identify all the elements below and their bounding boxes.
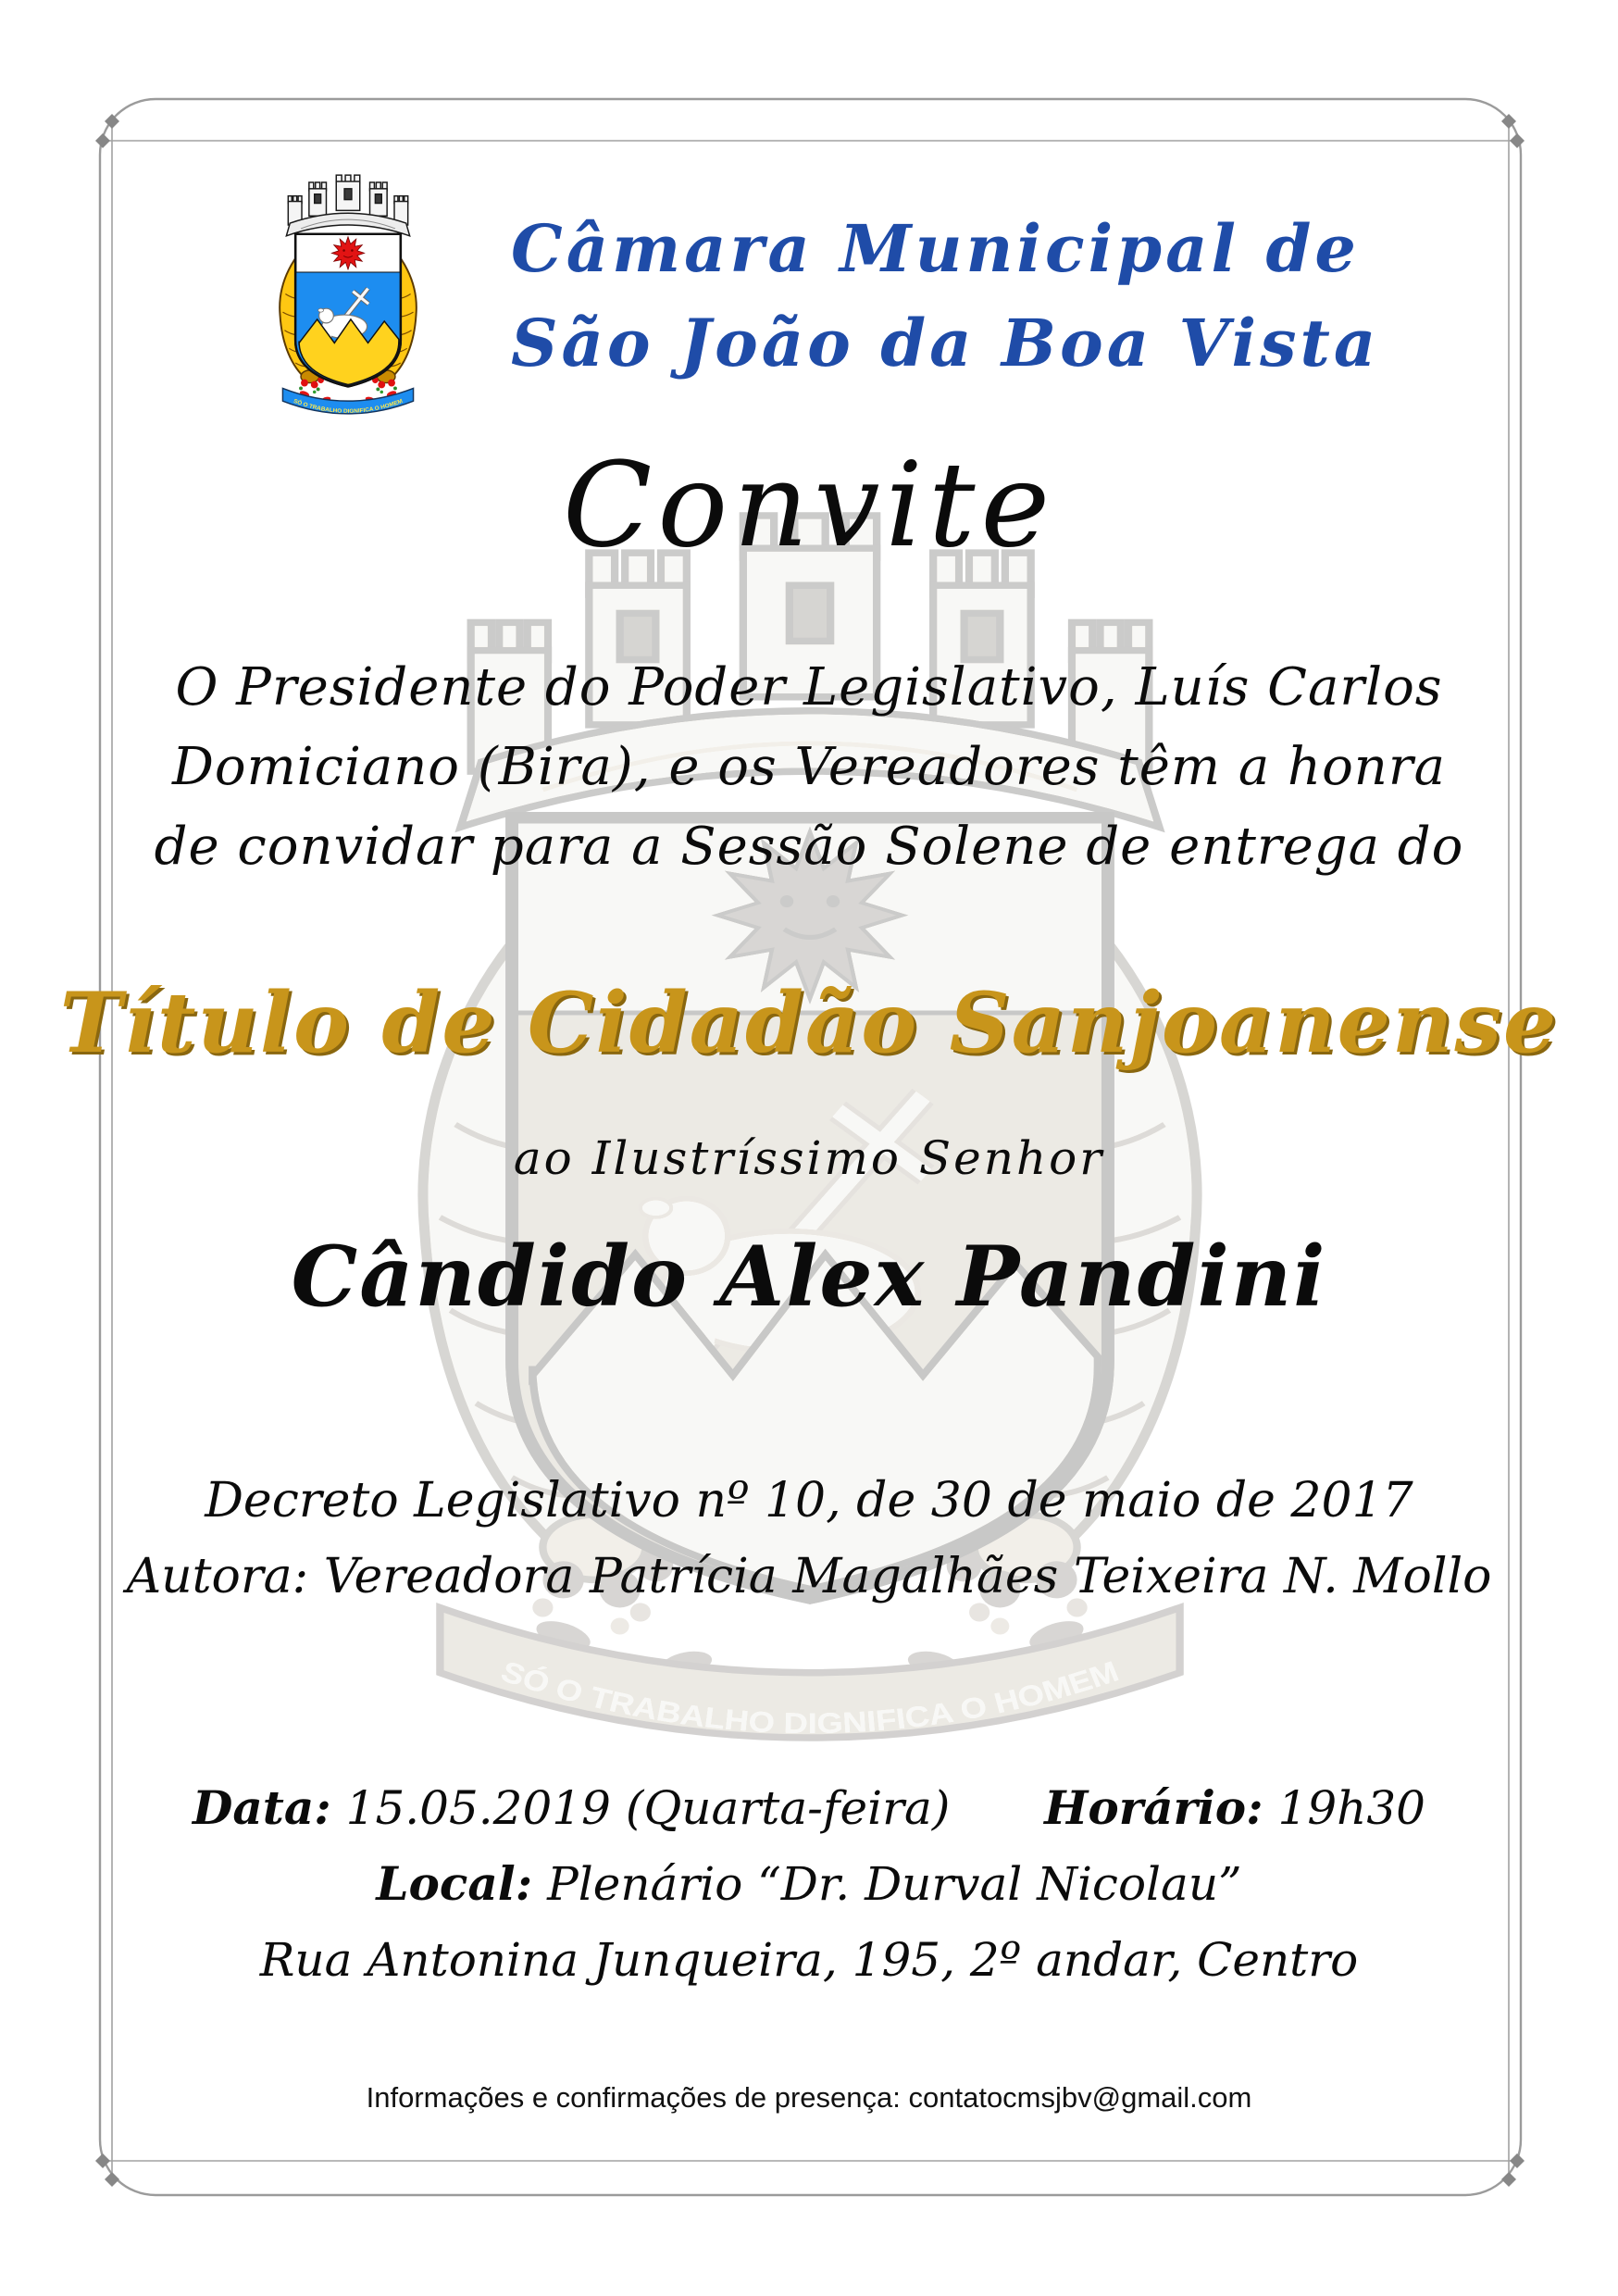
org-name-line1: Câmara Municipal de — [511, 210, 1360, 287]
org-name — [511, 202, 1400, 391]
corner-diamond — [105, 2172, 119, 2187]
event-address-line: Rua Antonina Junqueira, 195, 2º andar, Centro — [259, 1933, 1359, 1987]
event-date-value: 15.05.2019 (Quarta-feira) — [345, 1781, 951, 1835]
corner-diamond — [105, 114, 119, 129]
event-date-label: Data: — [193, 1780, 331, 1835]
decree-info — [0, 1463, 1618, 1615]
decree-line: Autora: Vereadora Patrícia Magalhães Teixeira N. Mollo — [126, 1549, 1492, 1604]
invitation-body — [0, 648, 1618, 887]
corner-diamond — [95, 133, 110, 148]
event-details — [0, 1770, 1618, 1998]
event-time-value: 19h30 — [1277, 1781, 1425, 1835]
event-location-value: Plenário “Dr. Durval Nicolau” — [547, 1857, 1242, 1911]
invitation-body-line: de convidar para a Sessão Solene de entrega do — [154, 817, 1464, 877]
event-date-time-line — [0, 1770, 1618, 1846]
invitation-body-line: Domiciano (Bira), e os Vereadores têm a honra — [171, 737, 1447, 797]
invitation-body-line: O Presidente do Poder Legislativo, Luís Carlos — [175, 657, 1443, 718]
corner-diamond — [1510, 2153, 1525, 2168]
honoree-name: Cândido Alex Pandini — [291, 1228, 1327, 1326]
event-location-line — [0, 1846, 1618, 1922]
event-location-label: Local: — [376, 1856, 533, 1911]
event-time-label: Horário: — [1044, 1780, 1263, 1835]
corner-diamond — [1510, 133, 1525, 148]
honoree-intro: ao Ilustríssimo Senhor — [513, 1131, 1105, 1185]
city-crest-logo — [257, 174, 439, 415]
corner-diamond — [1501, 2172, 1516, 2187]
award-title: Título de Cidadão Sanjoanense — [59, 974, 1559, 1072]
org-name-line2: São João da Boa Vista — [511, 305, 1380, 381]
corner-diamond — [95, 2153, 110, 2168]
corner-diamond — [1501, 114, 1516, 129]
contact-info: Informações e confirmações de presença: contatocmsjbv@gmail.com — [366, 2081, 1252, 2114]
invitation-title: Convite — [562, 437, 1056, 573]
decree-line: Decreto Legislativo nº 10, de 30 de maio de 2017 — [205, 1473, 1413, 1529]
